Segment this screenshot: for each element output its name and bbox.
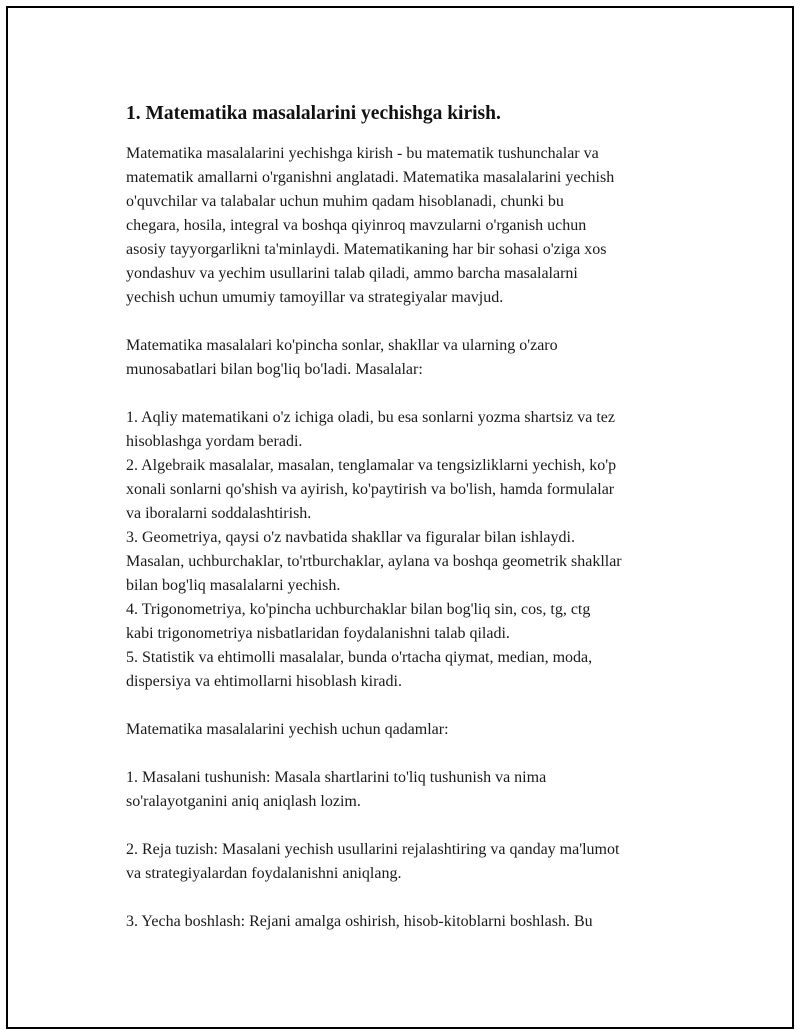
paragraph bbox=[126, 142, 706, 310]
text-line: so'ralayotganini aniq aniqlash lozim. bbox=[126, 793, 361, 810]
text-line: o'quvchilar va talabalar uchun muhim qadam hisoblanadi, chunki bu bbox=[126, 193, 564, 210]
text-line: dispersiya va ehtimollarni hisoblash kiradi. bbox=[126, 673, 402, 690]
paragraph bbox=[126, 838, 706, 886]
document-body bbox=[126, 100, 706, 958]
text-line: kabi trigonometriya nisbatlaridan foydalanishni talab qiladi. bbox=[126, 625, 510, 642]
text-line: matematik amallarni o'rganishni anglatadi. Matematika masalalarini yechish bbox=[126, 169, 615, 186]
document-heading: 1. Matematika masalalarini yechishga kirish. bbox=[126, 103, 501, 124]
text-line: chegara, hosila, integral va boshqa qiyinroq mavzularni o'rganish uchun bbox=[126, 217, 587, 234]
text-line: Matematika masalalarini yechishga kirish - bu matematik tushunchalar va bbox=[126, 145, 599, 162]
text-line: Matematika masalalari ko'pincha sonlar, shakllar va ularning o'zaro bbox=[126, 337, 558, 354]
text-line: 5. Statistik va ehtimolli masalalar, bunda o'rtacha qiymat, median, moda, bbox=[126, 649, 593, 666]
paragraph-list bbox=[126, 142, 706, 934]
text-line: va iboralarni soddalashtirish. bbox=[126, 505, 312, 522]
text-line: hisoblashga yordam beradi. bbox=[126, 433, 303, 450]
text-line: 4. Trigonometriya, ko'pincha uchburchaklar bilan bog'liq sin, cos, tg, ctg bbox=[126, 601, 591, 618]
text-line: bilan bog'liq masalalarni yechish. bbox=[126, 577, 341, 594]
text-line: asosiy tayyorgarlikni ta'minlaydi. Matematikaning har bir sohasi o'ziga xos bbox=[126, 241, 607, 258]
text-line: yechish uchun umumiy tamoyillar va strategiyalar mavjud. bbox=[126, 289, 504, 306]
text-line: yondashuv va yechim usullarini talab qiladi, ammo barcha masalalarni bbox=[126, 265, 578, 282]
page-frame bbox=[6, 6, 794, 1029]
paragraph bbox=[126, 334, 706, 382]
text-line: va strategiyalardan foydalanishni aniqlang. bbox=[126, 865, 402, 882]
text-line: Matematika masalalarini yechish uchun qadamlar: bbox=[126, 721, 449, 738]
text-line: 1. Aqliy matematikani o'z ichiga oladi, bu esa sonlarni yozma shartsiz va tez bbox=[126, 409, 615, 426]
paragraph bbox=[126, 766, 706, 814]
paragraph bbox=[126, 718, 706, 742]
paragraph bbox=[126, 406, 706, 694]
text-line: 3. Yecha boshlash: Rejani amalga oshirish, hisob-kitoblarni boshlash. Bu bbox=[126, 913, 593, 930]
paragraph bbox=[126, 910, 706, 934]
text-line: xonali sonlarni qo'shish va ayirish, ko'paytirish va bo'lish, hamda formulalar bbox=[126, 481, 615, 498]
text-line: 3. Geometriya, qaysi o'z navbatida shakllar va figuralar bilan ishlaydi. bbox=[126, 529, 575, 546]
text-line: 1. Masalani tushunish: Masala shartlarini to'liq tushunish va nima bbox=[126, 769, 547, 786]
text-line: munosabatlari bilan bog'liq bo'ladi. Masalalar: bbox=[126, 361, 423, 378]
text-line: Masalan, uchburchaklar, to'rtburchaklar, aylana va boshqa geometrik shakllar bbox=[126, 553, 622, 570]
text-line: 2. Algebraik masalalar, masalan, tenglamalar va tengsizliklarni yechish, ko'p bbox=[126, 457, 617, 474]
text-line: 2. Reja tuzish: Masalani yechish usullarini rejalashtiring va qanday ma'lumot bbox=[126, 841, 620, 858]
